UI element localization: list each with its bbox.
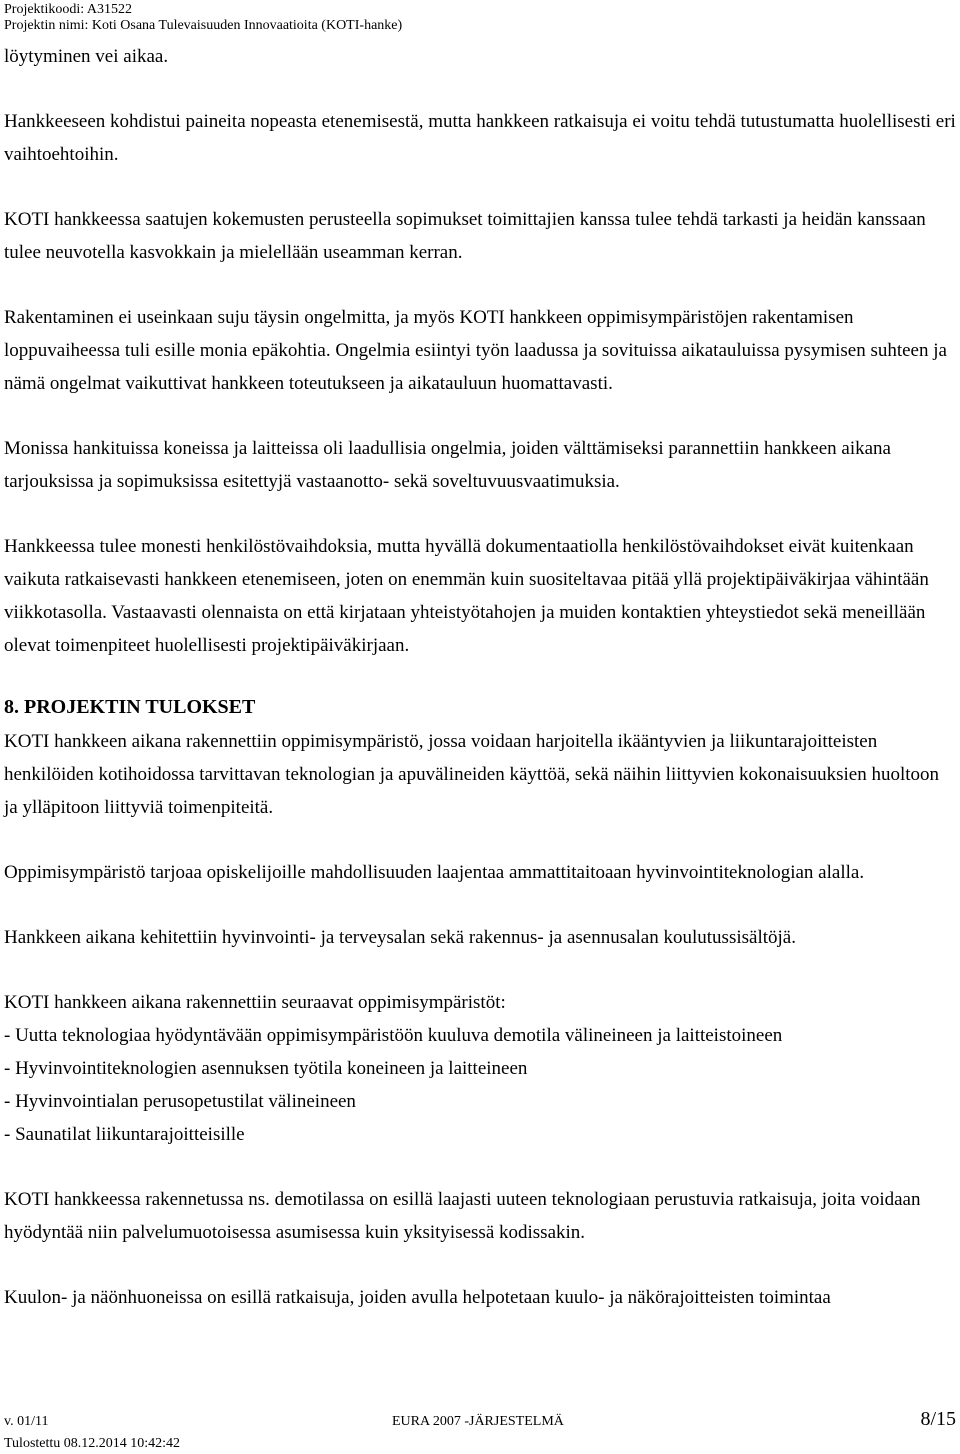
page-header (4, 2, 402, 34)
section-heading: 8. PROJEKTIN TULOKSET (4, 696, 256, 718)
paragraph: Rakentaminen ei useinkaan suju täysin ongelmitta, ja myös KOTI hankkeen oppimisympäristöjen rakentamisen loppuvaiheessa tuli esille monia epäkohtia. Ongelmia esiintyi työn laadussa ja sovituissa aikatauluissa pysymisen suhteen ja nämä ongelmat vaikuttivat hankkeen toteutukseen ja aikatauluun huomattavasti. (4, 307, 947, 394)
paragraph: Monissa hankituissa koneissa ja laitteissa oli laadullisia ongelmia, joiden välttämiseksi parannettiin hankkeen aikana tarjouksissa ja sopimuksissa esitettyjä vastaanotto- sekä soveltuvuusvaatimuksia. (4, 438, 891, 492)
system-label: EURA 2007 -JÄRJESTELMÄ (392, 1414, 564, 1429)
list-intro: KOTI hankkeen aikana rakennettiin seuraavat oppimisympäristöt: (4, 992, 506, 1013)
paragraph: Kuulon- ja näönhuoneissa on esillä ratkaisuja, joiden avulla helpotetaan kuulo- ja näkörajoitteisten toimintaa (4, 1287, 831, 1308)
paragraph: löytyminen vei aikaa. (4, 46, 169, 67)
document-body (4, 40, 956, 1314)
list-item: - Saunatilat liikuntarajoitteisille (4, 1124, 245, 1145)
paragraph: Hankkeen aikana kehitettiin hyvinvointi- ja terveysalan sekä rakennus- ja asennusalan koulutussisältöjä. (4, 927, 796, 948)
page-number: 8/15 (920, 1408, 956, 1430)
project-name: Projektin nimi: Koti Osana Tulevaisuuden Innovaatioita (KOTI-hanke) (4, 18, 403, 33)
project-code: Projektikoodi: A31522 (4, 2, 132, 17)
paragraph: Hankkeessa tulee monesti henkilöstövaihdoksia, mutta hyvällä dokumentaatiolla henkilöstövaihdokset eivät kuitenkaan vaikuta ratkaisevasti hankkeen etenemiseen, joten on enemmän kuin suositeltavaa pitää yllä projektipäiväkirjaa vähintään viikkotasolla. Vastaavasti olennaista on että kirjataan yhteistyötahojen ja muiden kontaktien yhteystiedot sekä meneillään olevat toimenpiteet huolellisesti projektipäiväkirjaan. (4, 536, 929, 656)
paragraph: Hankkeeseen kohdistui paineita nopeasta etenemisestä, mutta hankkeen ratkaisuja ei voitu tehdä tutustumatta huolellisesti eri vaihtoehtoihin. (4, 111, 956, 165)
paragraph: KOTI hankkeessa rakennetussa ns. demotilassa on esillä laajasti uuteen teknologiaan perustuvia ratkaisuja, joita voidaan hyödyntää niin palvelumuotoisessa asumisessa kuin yksityisessä kodissakin. (4, 1189, 921, 1243)
version-label: v. 01/11 (4, 1414, 49, 1429)
paragraph: KOTI hankkeessa saatujen kokemusten perusteella sopimukset toimittajien kanssa tulee tehdä tarkasti ja heidän kanssaan tulee neuvotella kasvokkain ja mielellään useamman kerran. (4, 209, 926, 263)
paragraph: KOTI hankkeen aikana rakennettiin oppimisympäristö, jossa voidaan harjoitella ikääntyvien ja liikuntarajoitteisten henkilöiden kotihoidossa tarvittavan teknologian ja apuvälineiden käyttöä, sekä näihin liittyvien kokonaisuuksien huoltoon ja ylläpitoon liittyviä toimenpiteitä. (4, 731, 940, 818)
list-item: - Hyvinvointiteknologien asennuksen työtila koneineen ja laitteineen (4, 1058, 528, 1079)
list-item: - Uutta teknologiaa hyödyntävään oppimisympäristöön kuuluva demotila välineineen ja laitteistoineen (4, 1025, 783, 1046)
page-footer (4, 1408, 956, 1454)
list-item: - Hyvinvointialan perusopetustilat välineineen (4, 1091, 356, 1112)
print-timestamp: Tulostettu 08.12.2014 10:42:42 (4, 1436, 181, 1451)
paragraph: Oppimisympäristö tarjoaa opiskelijoille mahdollisuuden laajentaa ammattitaitoaan hyvinvointiteknologian alalla. (4, 862, 865, 883)
